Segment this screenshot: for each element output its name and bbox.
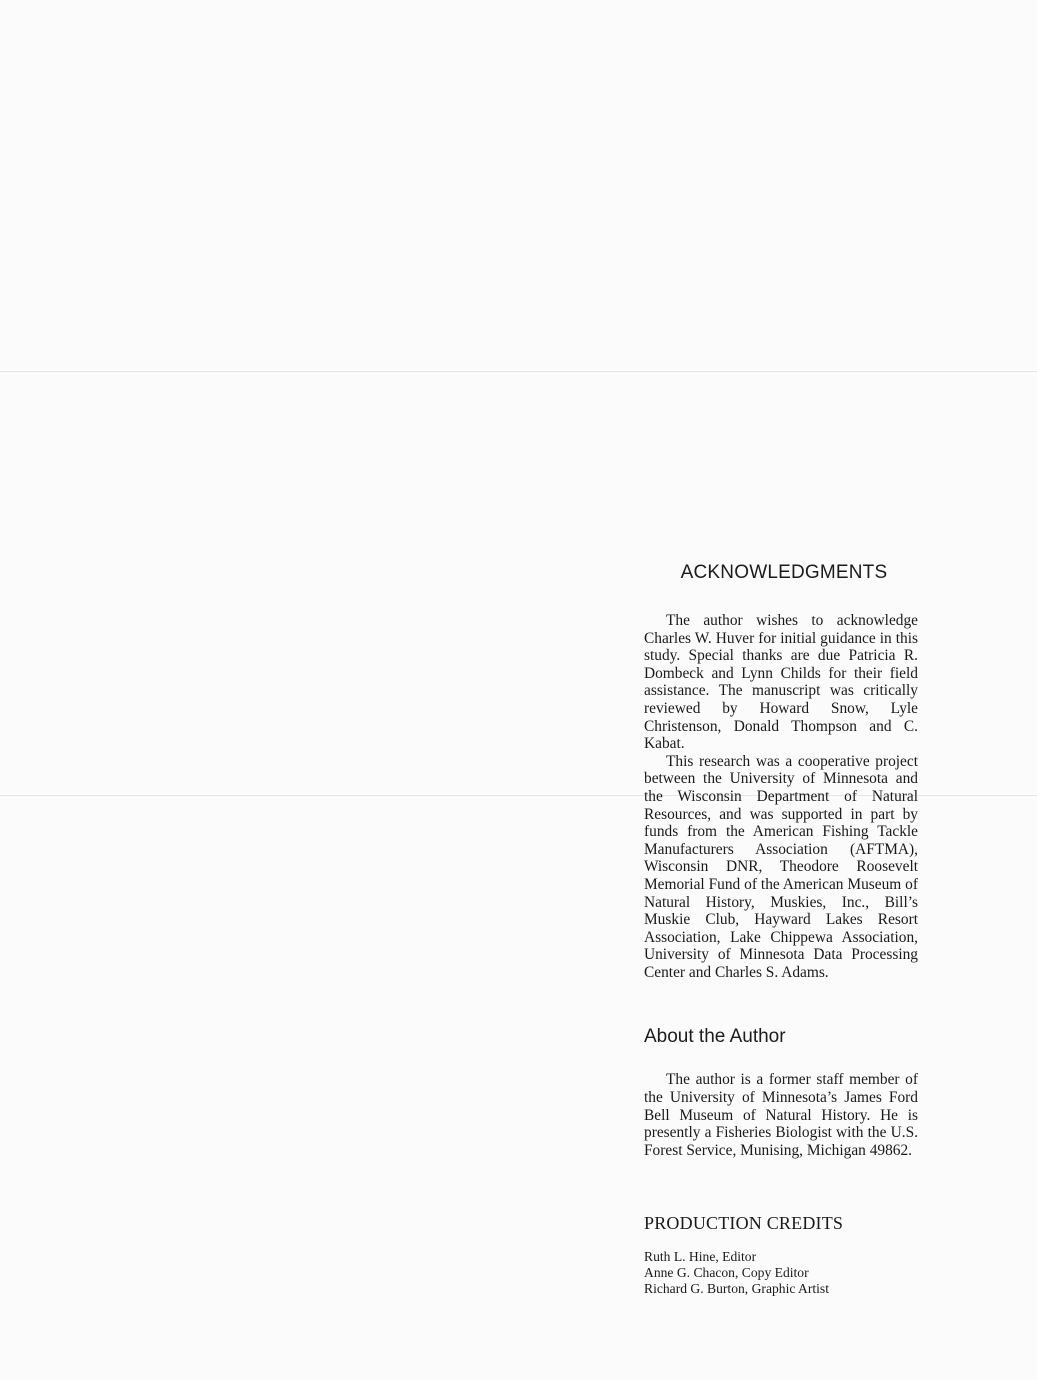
credit-line-graphic-artist: Richard G. Burton, Graphic Artist <box>644 1281 829 1297</box>
credit-line-copy-editor: Anne G. Chacon, Copy Editor <box>644 1265 809 1281</box>
about-author-paragraph: The author is a former staff member of the University of Minnesota’s James Ford Bell Museum of Natural History. He is presently a Fisheries Biologist with the U.S. Forest Service, Munising, Michigan 49862. <box>644 1071 918 1159</box>
about-author-heading: About the Author <box>644 1026 786 1048</box>
acknowledgments-paragraph-2: This research was a cooperative project between the University of Minnesota and the Wisconsin Department of Natural Resources, and was supported in part by funds from the American Fishing Tackle Manufacturers Association (AFTMA), Wisconsin DNR, Theodore Roosevelt Memorial Fund of the American Museum of Natural History, Muskies, Inc., Bill’s Muskie Club, Hayward Lakes Resort Association, Lake Chippewa Association, University of Minnesota Data Processing Center and Charles S. Adams. <box>644 752 918 981</box>
page-fold-line-upper <box>0 371 1037 372</box>
acknowledgments-paragraph-1: The author wishes to acknowledge Charles W. Huver for initial guidance in this study. Special thanks are due Patricia R. Dombeck and Lynn Childs for their field assistance. The manuscript was critically reviewed by Howard Snow, Lyle Christenson, Donald Thompson and C. Kabat. <box>644 612 918 753</box>
acknowledgments-section <box>644 558 918 981</box>
about-author-section <box>644 1024 918 1159</box>
production-credits-heading: PRODUCTION CREDITS <box>644 1213 844 1234</box>
text-column <box>644 558 918 1297</box>
credit-line-editor: Ruth L. Hine, Editor <box>644 1249 757 1265</box>
production-credits-section <box>644 1211 918 1297</box>
credits-list <box>644 1249 918 1297</box>
acknowledgments-heading: ACKNOWLEDGMENTS <box>680 562 888 583</box>
